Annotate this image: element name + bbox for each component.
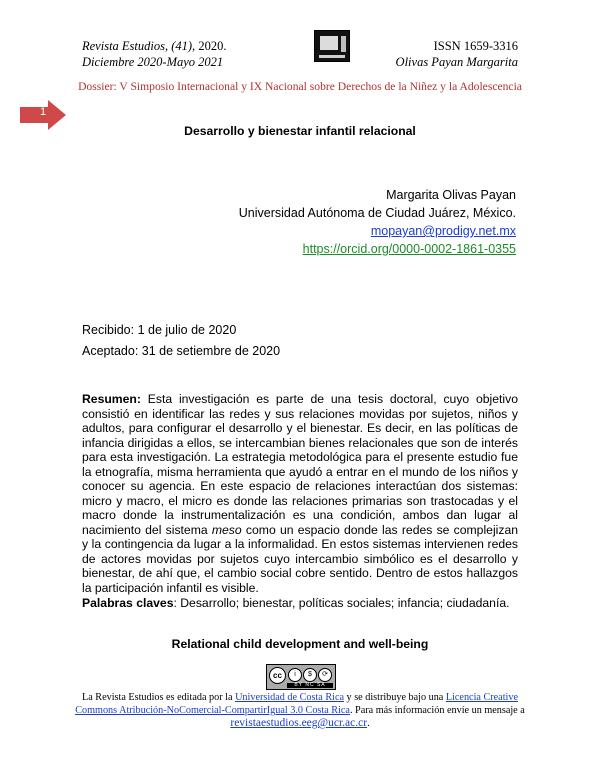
license-footer [70, 691, 530, 730]
journal-issue: (41), [171, 39, 196, 53]
abstract-text-part2: como un espacio donde las redes se complejizan y la contingencia da lugar a la informalidad. En estos sistemas intervienen redes de actores movidas por sujetos cuyo intercambio simbólico es el desarrollo y bienestar, de ahí que, el cambio social cobre sentido. Dentro de estos hallazgos la participación infantil es visible. [82, 522, 519, 595]
nc-icon: $ [303, 668, 317, 682]
journal-header-right [396, 38, 518, 70]
creative-commons-icon[interactable] [266, 664, 336, 690]
keywords-label: Palabras claves [82, 596, 174, 610]
sa-icon: ⟳ [318, 668, 332, 682]
english-title: Relational child development and well-being [171, 637, 429, 651]
footer-text-4: . [367, 718, 370, 729]
accepted-date: Aceptado: 31 de setiembre de 2020 [82, 344, 281, 358]
abstract [82, 392, 518, 595]
footer-text-1: La Revista Estudios es editada por la [82, 692, 236, 703]
page-number: 1 [40, 106, 47, 118]
journal-logo-icon [314, 30, 350, 62]
keywords [82, 596, 510, 610]
dossier-line: Dossier: V Simposio Internacional y IX Nacional sobre Derechos de la Niñez y la Adolescencia [78, 80, 522, 93]
license-strip: BY NC SA [287, 683, 333, 688]
author-name: Margarita Olivas Payan [386, 188, 516, 202]
journal-date-range: Diciembre 2020-Mayo 2021 [82, 55, 224, 69]
footer-text-2: y se distribuye bajo una [344, 692, 446, 703]
received-date: Recibido: 1 de julio de 2020 [82, 323, 237, 337]
author-block [239, 186, 516, 258]
by-icon: i [288, 668, 302, 682]
issn: ISSN 1659-3316 [433, 39, 518, 53]
journal-header-left [82, 38, 226, 70]
author-email-link[interactable]: mopayan@prodigy.net.mx [370, 224, 516, 238]
orcid-link[interactable]: https://orcid.org/0000-0002-1861-0355 [302, 242, 516, 256]
author-affiliation: Universidad Autónoma de Ciudad Juárez, México. [238, 206, 516, 220]
article-title: Desarrollo y bienestar infantil relacional [184, 124, 416, 138]
abstract-text-part1: Esta investigación es parte de una tesis doctoral, cuyo objetivo consistió en identificar las redes y sus relaciones movidas por sujetos, niños y adultos, para configurar el desarrollo y el bienestar. Es decir, en las políticas de infancia dirigidas a ellos, se intercambian bienes relacionales que son de interés para esta investigación. La estrategia metodológica para el presente estudio fue la etnografía, misma herramienta que ayudó a entrar en el mundo de los niños y conocer su agencia. En este espacio de relaciones interactúan dos sistemas: micro y macro, el micro es donde las relaciones primarias son trastocadas y el macro donde la instrumentalización es una condición, ambos dan lugar al nacimiento del sistema [82, 392, 519, 537]
abstract-meso: meso [211, 522, 242, 537]
journal-year: 2020. [198, 39, 227, 53]
keywords-text: : Desarrollo; bienestar, políticas sociales; infancia; ciudadanía. [173, 596, 510, 610]
footer-text-3: . Para más información envíe un mensaje a [349, 705, 525, 716]
journal-name: Revista Estudios, [82, 39, 169, 53]
abstract-label: Resumen: [82, 392, 141, 406]
university-link[interactable]: Universidad de Costa Rica [235, 692, 344, 703]
license-link[interactable]: Licencia Creative Commons Atribución-NoComercial-CompartirIgual 3.0 Costa Rica [75, 692, 518, 716]
dates-block [82, 320, 280, 362]
cc-symbol: cc [269, 667, 286, 684]
contact-email-link[interactable]: revistaestudios.eeg@ucr.ac.cr [230, 717, 368, 729]
header-author: Olivas Payan Margarita [395, 55, 518, 69]
